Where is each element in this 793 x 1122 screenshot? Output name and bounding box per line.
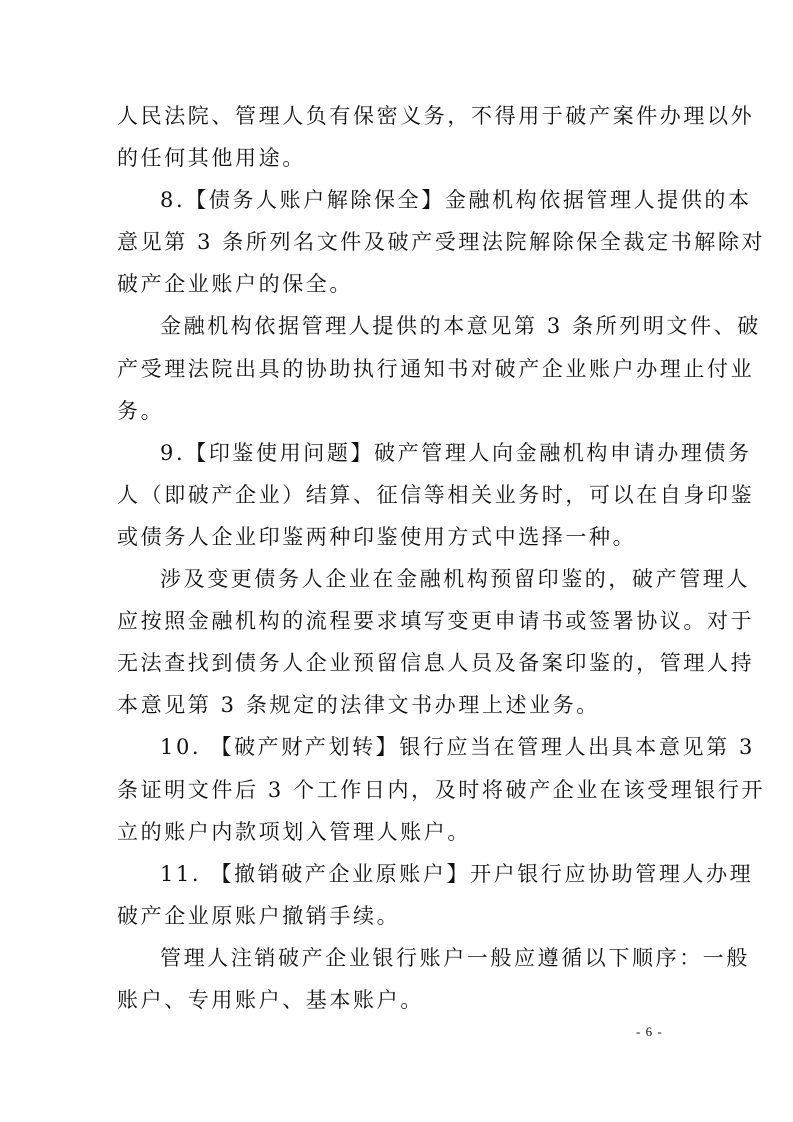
text-line: 条证明文件后 3 个工作日内，及时将破产企业在该受理银行开 xyxy=(117,778,766,802)
text-line: 立的账户内款项划入管理人账户。 xyxy=(117,820,471,844)
text-line: 意见第 3 条所列名文件及破产受理法院解除保全裁定书解除对 xyxy=(117,230,766,254)
text-line: 破产企业账户的保全。 xyxy=(117,272,353,296)
text-line: 或债务人企业印鉴两种印鉴使用方式中选择一种。 xyxy=(117,525,637,549)
page-number: - 6 - xyxy=(636,1024,663,1039)
text-line: 11. 【撤销破产企业原账户】开户银行应协助管理人办理 xyxy=(160,862,754,886)
text-line: 应按照金融机构的流程要求填写变更申请书或签署协议。对于 xyxy=(117,609,755,633)
text-line: 8.【债务人账户解除保全】金融机构依据管理人提供的本 xyxy=(160,188,752,212)
text-line: 人（即破产企业）结算、征信等相关业务时，可以在自身印鉴 xyxy=(117,483,755,507)
text-line: 人民法院、管理人负有保密义务，不得用于破产案件办理以外 xyxy=(117,104,755,128)
text-line: 金融机构依据管理人提供的本意见第 3 条所列明文件、破 xyxy=(160,314,761,338)
text-line: 账户、专用账户、基本账户。 xyxy=(117,988,424,1012)
text-line: 管理人注销破产企业银行账户一般应遵循以下顺序：一般 xyxy=(160,946,750,970)
text-line: 产受理法院出具的协助执行通知书对破产企业账户办理止付业 xyxy=(117,357,755,381)
text-line: 的任何其他用途。 xyxy=(117,146,306,170)
text-line: 无法查找到债务人企业预留信息人员及备案印鉴的，管理人持 xyxy=(117,651,755,675)
text-line: 破产企业原账户撤销手续。 xyxy=(117,904,401,928)
text-line: 10. 【破产财产划转】银行应当在管理人出具本意见第 3 xyxy=(160,735,755,759)
text-line: 涉及变更债务人企业在金融机构预留印鉴的，破产管理人 xyxy=(160,567,750,591)
text-line: 本意见第 3 条规定的法律文书办理上述业务。 xyxy=(117,693,600,717)
text-line: 9.【印鉴使用问题】破产管理人向金融机构申请办理债务 xyxy=(160,441,752,465)
text-line: 务。 xyxy=(117,399,165,423)
